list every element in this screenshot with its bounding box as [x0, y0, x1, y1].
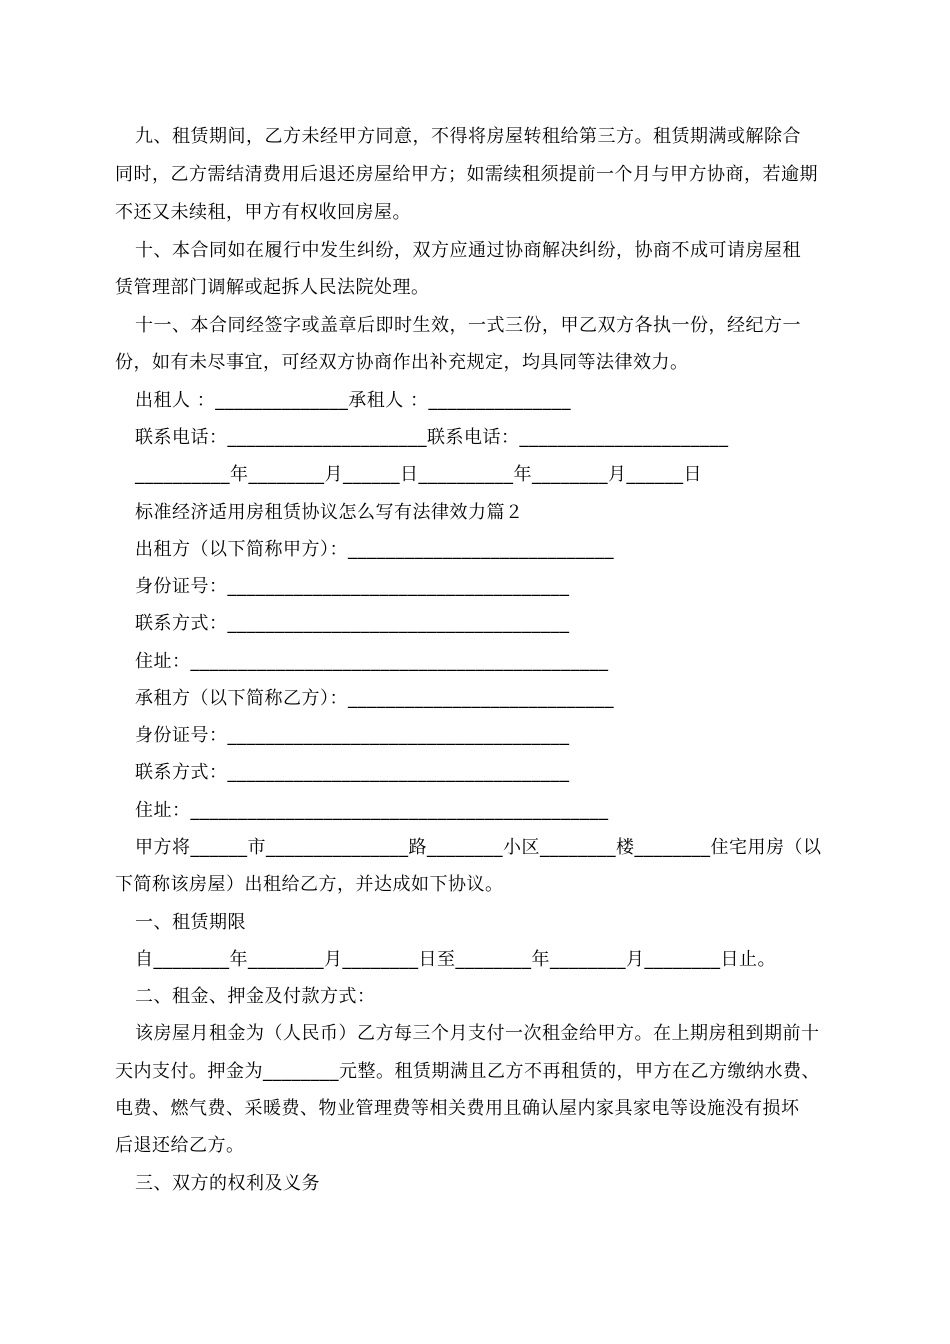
text-line-property: 甲方将______市_______________路________小区________楼________住宅用房（以: [135, 837, 822, 858]
text-line-6: 十一、本合同经签字或盖章后即时生效，一式三份，甲乙双方各执一份，经纪方一: [135, 315, 801, 336]
text-line-1: 九、租赁期间，乙方未经甲方同意，不得将房屋转租给第三方。租赁期满或解除合: [135, 126, 801, 147]
lessor-address-field: 住址：____________________________________________: [135, 651, 609, 672]
lessor-id-field: 身份证号：____________________________________: [135, 576, 570, 597]
text-line-rent-2: 天内支付。押金为________元整。租赁期满且乙方不再租赁的，甲方在乙方缴纳水费、: [115, 1061, 820, 1082]
text-line-rent-1: 该房屋月租金为（人民币）乙方每三个月支付一次租金给甲方。在上期房租到期前十: [135, 1023, 820, 1044]
text-line-rent-4: 后退还给乙方。: [115, 1135, 245, 1156]
text-line-rent-3: 电费、燃气费、采暖费、物业管理费等相关费用且确认屋内家具家电等设施没有损坏: [115, 1098, 800, 1119]
clause-heading-term: 一、租赁期限: [135, 912, 246, 933]
lessor-field: 出租方（以下简称甲方）：____________________________: [135, 539, 614, 560]
text-line-7: 份，如有未尽事宜，可经双方协商作出补充规定，均具同等法律效力。: [115, 352, 689, 373]
text-line-4: 十、本合同如在履行中发生纠纷，双方应通过协商解决纠纷，协商不成可请房屋租: [135, 240, 801, 261]
text-line-property-cont: 下简称该房屋）出租给乙方，并达成如下协议。: [115, 874, 504, 895]
clause-heading-rights: 三、双方的权利及义务: [135, 1173, 320, 1194]
signature-line-lessor-lessee: 出租人 ：______________承租人 ：_______________: [135, 390, 571, 411]
text-line-5: 赁管理部门调解或起拆人民法院处理。: [115, 277, 430, 298]
lessor-contact-field: 联系方式：____________________________________: [135, 613, 570, 634]
lessee-address-field: 住址：____________________________________________: [135, 800, 609, 821]
signature-line-phones: 联系电话：_____________________联系电话：______________________: [135, 427, 729, 448]
text-line-2: 同时，乙方需结清费用后退还房屋给甲方；如需续租须提前一个月与甲方协商，若逾期: [115, 164, 818, 185]
clause-heading-rent: 二、租金、押金及付款方式：: [135, 986, 376, 1007]
signature-line-dates: __________年________月______日__________年________月______日: [135, 464, 702, 485]
text-line-3: 不还又未续租，甲方有权收回房屋。: [115, 202, 411, 223]
lessee-id-field: 身份证号：____________________________________: [135, 725, 570, 746]
section-title: 标准经济适用房租赁协议怎么写有法律效力篇２: [135, 502, 524, 523]
text-line-term: 自________年________月________日至________年________月________日止。: [135, 949, 776, 970]
lessee-contact-field: 联系方式：____________________________________: [135, 762, 570, 783]
lessee-field: 承租方（以下简称乙方）：____________________________: [135, 688, 614, 709]
